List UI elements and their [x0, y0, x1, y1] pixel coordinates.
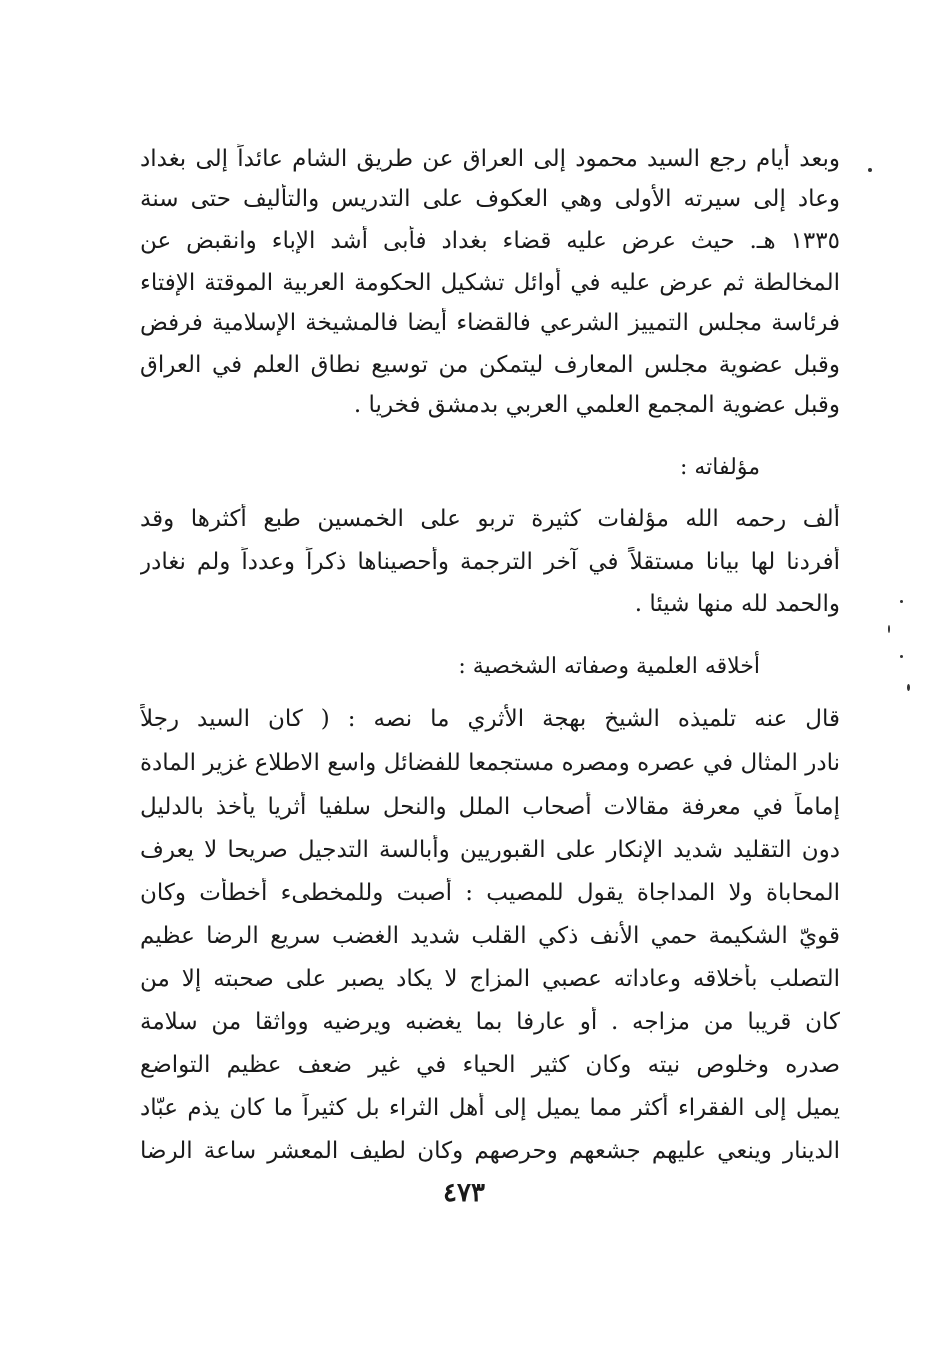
page-number: ٤٧٣	[443, 1178, 485, 1208]
paragraph-line: فرئاسة مجلس التمييز الشرعي فالقضاء أيضا فالمشيخة الإسلامية فرفض	[140, 310, 840, 336]
scan-speck	[907, 684, 910, 691]
paragraph-line: دون التقليد شديد الإنكار على القبوريين وأبالسة التدجيل صريحا لا يعرف	[140, 837, 840, 863]
paragraph-line: الدينار وينعي عليهم جشعهم وحرصهم وكان لطيف المعشر ساعة الرضا	[140, 1138, 840, 1164]
paragraph-line: نادر المثال في عصره ومصره مستجمعا للفضائل واسع الاطلاع غزير المادة	[140, 750, 840, 776]
paragraph-line: وعاد إلى سيرته الأولى وهي العكوف على التدريس والتأليف حتى سنة	[140, 186, 840, 212]
paragraph-line: وقبل عضوية المجمع العلمي العربي بدمشق فخريا .	[353, 392, 840, 418]
paragraph-line: والحمد لله منها شيئا .	[634, 591, 840, 617]
section-heading-works: مؤلفاته :	[679, 455, 760, 480]
scan-speck	[888, 625, 890, 633]
scan-speck	[900, 600, 903, 603]
paragraph-line: إماماً في معرفة مقالات أصحاب الملل والنحل سلفيا أثريا يأخذ بالدليل	[140, 794, 840, 820]
paragraph-line: قويّ الشكيمة حمي الأنف ذكي القلب شديد الغضب سريع الرضا عظيم	[140, 923, 840, 949]
scan-speck	[900, 655, 903, 658]
paragraph-line: قال عنه تلميذه الشيخ بهجة الأثري ما نصه : ( كان السيد رجلاً	[140, 706, 840, 732]
paragraph-line: المحاباة ولا المداجاة يقول للمصيب : أصبت وللمخطىء أخطأت وكان	[140, 880, 840, 906]
paragraph-line: كان قريبا من مزاجه . أو عارفا بما يغضبه ويرضيه وواثقا من سلامة	[140, 1009, 840, 1035]
paragraph-line: أفردنا لها بيانا مستقلاً في آخر الترجمة وأحصيناها ذكراً وعدداً ولم نغادر	[140, 549, 840, 575]
section-heading-character: أخلاقه العلمية وصفاته الشخصية :	[458, 654, 760, 679]
paragraph-line: يميل إلى الفقراء أكثر مما يميل إلى أهل الثراء بل كثيراً ما كان يذم عبّاد	[140, 1095, 840, 1121]
paragraph-line: وقبل عضوية مجلس المعارف ليتمكن من توسيع نطاق العلم في العراق	[140, 352, 840, 378]
paragraph-line: صدره وخلوص نيته وكان كثير الحياء في غير ضعف عظيم التواضع	[140, 1052, 840, 1078]
paragraph-line: وبعد أيام رجع السيد محمود إلى العراق عن طريق الشام عائداً إلى بغداد	[140, 146, 840, 172]
paragraph-line: ١٣٣٥ هـ. حيث عرض عليه قضاء بغداد فأبى أشد الإباء وانقبض عن	[140, 228, 840, 254]
paragraph-line: المخالطة ثم عرض عليه في أوائل تشكيل الحكومة العربية الموقتة الإفتاء	[140, 270, 840, 296]
paragraph-line: التصلب بأخلاقه وعاداته عصبي المزاج لا يكاد يصبر على صحبته إلا من	[140, 966, 840, 992]
scan-speck	[868, 168, 872, 172]
paragraph-line: ألف رحمه الله مؤلفات كثيرة تربو على الخمسين طبع أكثرها وقد	[140, 506, 840, 532]
